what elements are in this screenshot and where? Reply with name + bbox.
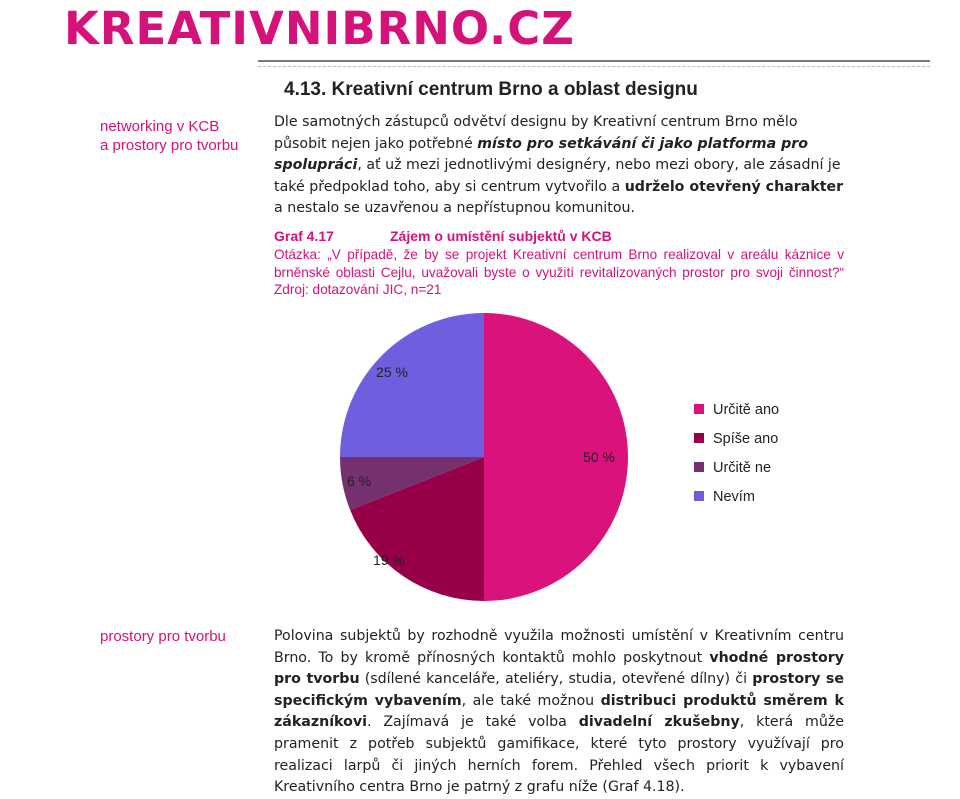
side-label-prostory: prostory pro tvorbu	[100, 628, 226, 645]
intro-text-3: a nestalo se uzavřenou a nepřístupnou komunitou.	[274, 200, 635, 217]
legend-label-3: Určitě ne	[713, 460, 772, 476]
body-text-5: , která může pramenit z potřeb subjektů gamifikace, které tyto prostory využívají pro realizaci larpů či jiných herních forem. Přehled všech priorit k vybavení Kreativního centra Brno je patrný z grafu níže (Graf 4.18).	[274, 714, 845, 796]
body-text-2: (sdílené kanceláře, ateliéry, studia, otevřené dílny) či	[359, 671, 753, 688]
legend-swatch-2	[694, 433, 704, 443]
pie-value-label-3: 6 %	[346, 473, 372, 489]
figure-title: Zájem o umístění subjektů v KCB	[390, 228, 612, 244]
body-bold-4: divadelní zkušebny	[578, 714, 740, 731]
legend-label-4: Nevím	[713, 489, 755, 505]
intro-emphasis-2: udrželo otevřený charakter	[624, 178, 844, 195]
intro-emphasis-1: místo pro setkávání či jako platforma pro spolupráci	[274, 135, 808, 174]
legend-swatch-1	[694, 404, 704, 414]
body-bold-2: prostory se specifickým vybavením	[274, 671, 845, 709]
pie-value-label-1: 50 %	[583, 449, 615, 465]
figure-label: Graf 4.17	[274, 228, 334, 244]
body-paragraph	[274, 626, 844, 799]
legend-label-1: Určitě ano	[713, 402, 780, 418]
pie-value-label-2: 19 %	[373, 552, 405, 568]
intro-text-1: Dle samotných zástupců odvětví designu by Kreativní centrum Brno mělo působit nejen jako potřebné	[274, 114, 798, 152]
body-text-3: , ale také možnou	[461, 692, 601, 709]
side-label-line-2: a prostory pro tvorbu	[100, 137, 239, 154]
legend-swatch-4	[694, 491, 704, 501]
site-logo[interactable]: KREATIVNIBRNO.CZ	[64, 2, 575, 55]
pie-slice-4	[340, 313, 484, 457]
legend-label-2: Spíše ano	[713, 431, 779, 447]
intro-text-2: , ať už mezi jednotlivými designéry, nebo mezi obory, ale zásadní je také předpoklad toho, aby si centrum vytvořilo a	[274, 157, 841, 195]
body-bold-1: vhodné prostory pro tvorbu	[274, 649, 845, 688]
figure-question: Otázka: „V případě, že by se projekt Kreativní centrum Brno realizoval v areálu káznice v brněnské oblasti Cejlu, uvažovali byste o využití revitalizovaných prostor pro svoji činnost?“ Zdroj: dotazování JIC, n=21	[274, 247, 844, 297]
chart-legend	[694, 402, 779, 505]
body-text-4: . Zajímavá je také volba	[366, 714, 579, 731]
pie-value-label-4: 25 %	[376, 364, 408, 380]
legend-swatch-3	[694, 462, 704, 472]
side-label-line-1: networking v KCB	[100, 118, 220, 135]
body-text-1: Polovina subjektů by rozhodně využila možnosti umístění v Kreativním centru Brno. To by kromě přínosných kontaktů mohlo poskytnout	[274, 628, 844, 666]
section-heading: 4.13. Kreativní centrum Brno a oblast designu	[284, 79, 698, 100]
body-bold-3: distribuci produktů směrem k zákazníkovi	[274, 692, 844, 731]
